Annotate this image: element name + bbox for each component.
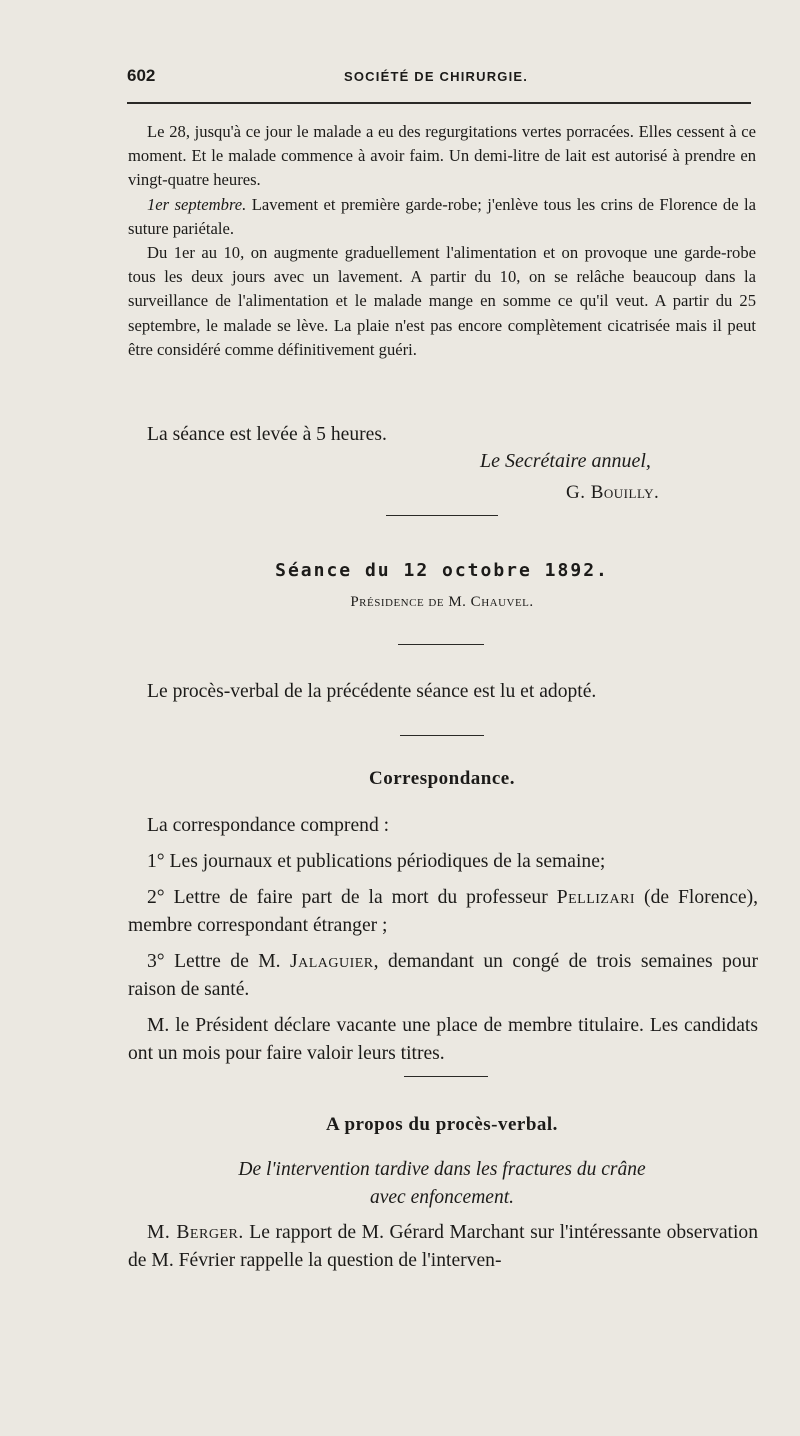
- paragraph: M. Berger. Le rapport de M. Gérard Marchant sur l'intéressante observation de M. Février rappelle la question de l'interven-: [128, 1222, 759, 1271]
- session-title: Séance du 12 octobre 1892.: [275, 560, 609, 581]
- paragraph: Le 28, jusqu'à ce jour le malade a eu des regurgitations vertes porracées. Elles cessent à ce moment. Et le malade commence à avoir faim. Un demi-litre de lait est autorisé à prendre en vingt-quatre heures.: [128, 122, 756, 190]
- header-rule: [127, 102, 751, 104]
- paragraph-text: Lavement et première garde-robe; j'enlève tous les crins de Florence de la suture pariétale.: [128, 194, 756, 238]
- section-rule: [404, 1076, 488, 1077]
- section-rule: [398, 644, 484, 645]
- apropos-subtitle: De l'intervention tardive dans les fractures du crâne avec enfoncement.: [238, 1159, 646, 1208]
- secretary-name: G. Bouilly.: [566, 482, 660, 503]
- section-rule: [400, 735, 484, 736]
- correspondance-item: 1° Les journaux et publications périodiques de la semaine;: [147, 851, 606, 872]
- running-head: SOCIÉTÉ DE CHIRURGIE.: [344, 69, 529, 84]
- correspondance-block: [128, 812, 758, 1076]
- case-report-text: [128, 120, 756, 362]
- correspondance-item: 2° Lettre de faire part de la mort du professeur Pellizari (de Florence), membre correspondant étranger ;: [128, 887, 759, 936]
- speaker-name: M. Berger.: [147, 1222, 244, 1243]
- correspondance-item: 3° Lettre de M. Jalaguier, demandant un congé de trois semaines pour raison de santé.: [128, 951, 758, 1000]
- person-name: Pellizari: [556, 887, 636, 908]
- page-header: [127, 66, 751, 90]
- paragraph: Du 1er au 10, on augmente graduellement l'alimentation et on provoque une garde-robe tous les deux jours avec un lavement. A partir du 10, on se relâche beaucoup dans la surveillance de l'alimentation et le malade mange en somme ce qu'il veut. A partir du 25 septembre, le malade se lève. La plaie n'est pas encore complètement cicatrisée mais il peut être considéré comme définitivement guéri.: [128, 243, 756, 359]
- paragraph: [128, 193, 756, 241]
- secretary-title: Le Secrétaire annuel,: [480, 450, 651, 472]
- apropos-heading: A propos du procès-verbal.: [326, 1114, 558, 1135]
- person-name: Jalaguier: [289, 951, 374, 972]
- session-presidence: Présidence de M. Chauvel.: [350, 594, 534, 610]
- correspondance-heading: Correspondance.: [369, 768, 515, 789]
- paragraph: La correspondance comprend :: [147, 815, 390, 836]
- session-closed-text: La séance est levée à 5 heures.: [147, 424, 387, 445]
- proces-verbal-text: Le procès-verbal de la précédente séance est lu et adopté.: [147, 681, 597, 702]
- berger-block: [128, 1219, 758, 1283]
- paragraph: M. le Président déclare vacante une place de membre titulaire. Les candidats ont un mois pour faire valoir leurs titres.: [128, 1015, 758, 1064]
- section-rule: [386, 515, 498, 516]
- page-number: 602: [127, 66, 156, 85]
- date-label: 1er septembre.: [147, 194, 247, 214]
- proces-verbal-block: [128, 678, 758, 714]
